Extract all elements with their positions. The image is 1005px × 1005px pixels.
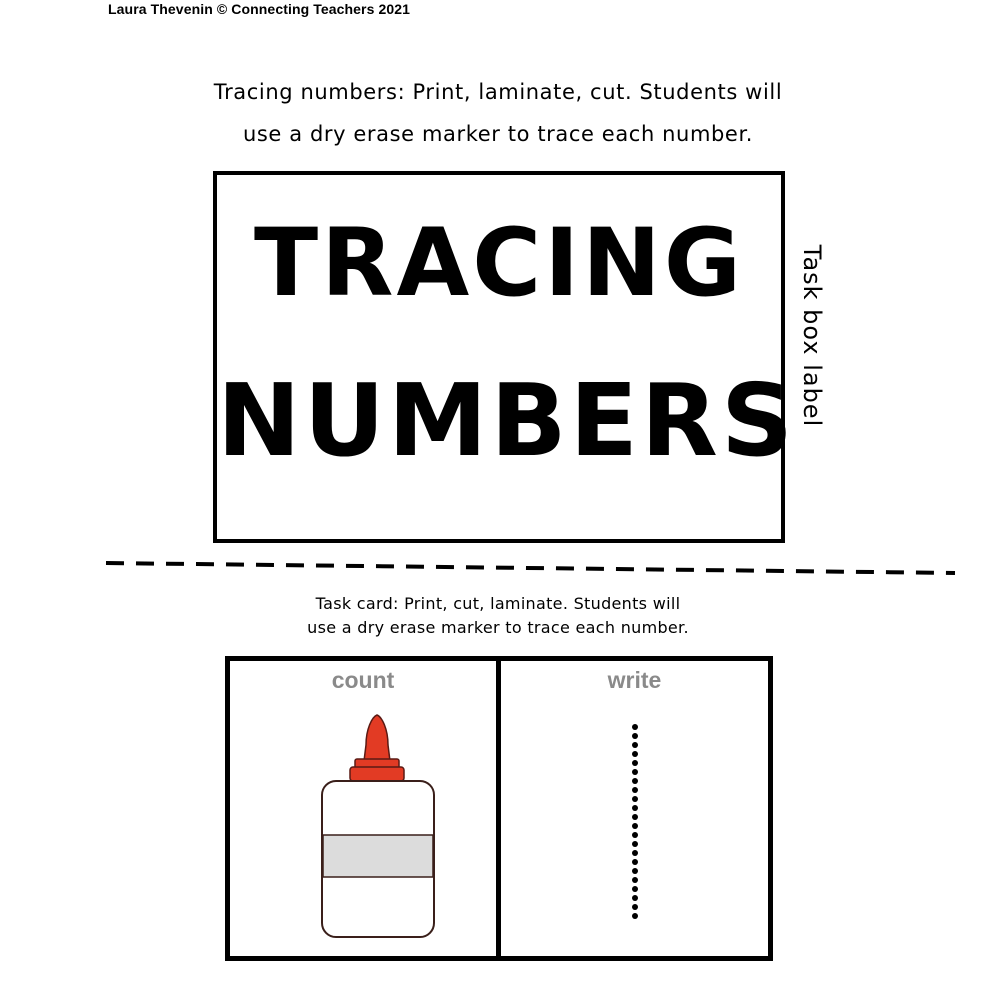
card-divider (496, 661, 501, 956)
title-line-2: NUMBERS (217, 362, 796, 479)
task-card (225, 656, 773, 961)
task-card-instructions-line-1: Task card: Print, cut, laminate. Students will (315, 594, 681, 613)
trace-number-one (625, 723, 645, 923)
task-box-label (213, 171, 796, 543)
task-card-instructions-line-2: use a dry erase marker to trace each number. (307, 618, 689, 637)
task-box-instructions-line-2: use a dry erase marker to trace each number. (242, 122, 754, 146)
side-label-text: Task box label (798, 244, 826, 428)
task-box-instructions-line-1: Tracing numbers: Print, laminate, cut. Students will (213, 80, 783, 104)
copyright-text: Laura Thevenin © Connecting Teachers 2021 (108, 1, 411, 17)
count-heading: count (331, 667, 395, 693)
title-line-1: TRACING (253, 209, 745, 318)
side-label (788, 236, 836, 436)
write-heading: write (607, 667, 662, 693)
glue-bottle-icon (310, 711, 440, 941)
